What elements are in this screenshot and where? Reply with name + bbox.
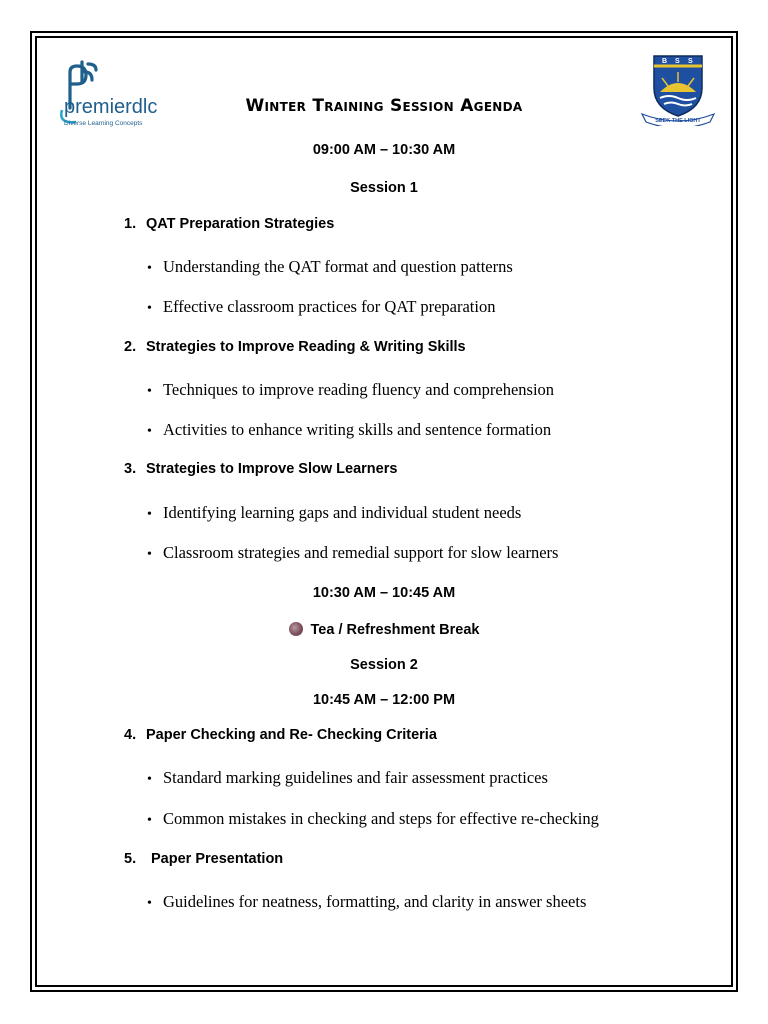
topic-heading bbox=[124, 216, 334, 232]
logo-brand-text: premierdlc bbox=[64, 96, 158, 118]
bullet-icon: • bbox=[147, 424, 152, 439]
bullet-text: Techniques to improve reading fluency and comprehension bbox=[163, 380, 555, 399]
bullet-item bbox=[147, 892, 586, 912]
bullet-item bbox=[147, 809, 599, 829]
bullet-text: Activities to enhance writing skills and sentence formation bbox=[163, 420, 552, 439]
session1-time: 09:00 AM – 10:30 AM bbox=[312, 142, 456, 158]
bullet-item bbox=[147, 257, 513, 277]
break-line bbox=[0, 622, 768, 638]
topic-heading bbox=[124, 461, 397, 477]
page-title: Winter Training Session Agenda bbox=[245, 96, 523, 116]
topic-heading bbox=[124, 727, 437, 743]
premierdlc-logo bbox=[52, 58, 164, 130]
topic-number: 3. bbox=[124, 461, 137, 477]
bullet-item bbox=[147, 297, 495, 317]
bullet-icon: • bbox=[147, 507, 152, 522]
bullet-text: Classroom strategies and remedial support for slow learners bbox=[163, 543, 559, 562]
bullet-text: Standard marking guidelines and fair assessment practices bbox=[163, 768, 548, 787]
bullet-item bbox=[147, 380, 554, 400]
bullet-icon: • bbox=[147, 384, 152, 399]
session1-label: Session 1 bbox=[350, 180, 418, 196]
bullet-icon: • bbox=[147, 896, 152, 911]
bullet-text: Identifying learning gaps and individual student needs bbox=[163, 503, 522, 522]
bullet-item bbox=[147, 543, 558, 563]
topic-heading bbox=[124, 851, 283, 867]
session2-time: 10:45 AM – 12:00 PM bbox=[312, 692, 456, 708]
bullet-text: Understanding the QAT format and question patterns bbox=[163, 257, 513, 276]
bullet-text: Effective classroom practices for QAT preparation bbox=[163, 297, 496, 316]
bullet-item bbox=[147, 768, 548, 788]
bullet-icon: • bbox=[147, 547, 152, 562]
bullet-item bbox=[147, 503, 521, 523]
topic-number: 5. bbox=[124, 851, 137, 867]
crest-motto-text: SEEK THE LIGHT bbox=[655, 118, 701, 124]
topic-title: QAT Preparation Strategies bbox=[146, 216, 335, 232]
break-time: 10:30 AM – 10:45 AM bbox=[312, 585, 456, 601]
tea-cup-icon bbox=[289, 622, 303, 636]
session2-label: Session 2 bbox=[350, 657, 418, 673]
crest-letter: S bbox=[675, 58, 680, 65]
topic-title: Paper Presentation bbox=[151, 851, 284, 867]
topic-title: Strategies to Improve Reading & Writing Skills bbox=[146, 339, 466, 355]
bullet-icon: • bbox=[147, 772, 152, 787]
bullet-text: Common mistakes in checking and steps for effective re-checking bbox=[163, 809, 599, 828]
bullet-icon: • bbox=[147, 813, 152, 828]
bullet-icon: • bbox=[147, 261, 152, 276]
topic-title: Paper Checking and Re- Checking Criteria bbox=[146, 727, 437, 743]
break-label: Tea / Refreshment Break bbox=[310, 622, 480, 638]
crest-letter: S bbox=[688, 58, 693, 65]
topic-number: 1. bbox=[124, 216, 137, 232]
topic-heading bbox=[124, 339, 466, 355]
logo-tagline-text: Diverse Learning Concepts bbox=[64, 120, 143, 127]
bullet-icon: • bbox=[147, 301, 152, 316]
topic-number: 2. bbox=[124, 339, 137, 355]
crest-letter: B bbox=[662, 58, 668, 65]
bullet-text: Guidelines for neatness, formatting, and clarity in answer sheets bbox=[163, 892, 587, 911]
bullet-item bbox=[147, 420, 551, 440]
topic-number: 4. bbox=[124, 727, 137, 743]
topic-title: Strategies to Improve Slow Learners bbox=[146, 461, 398, 477]
